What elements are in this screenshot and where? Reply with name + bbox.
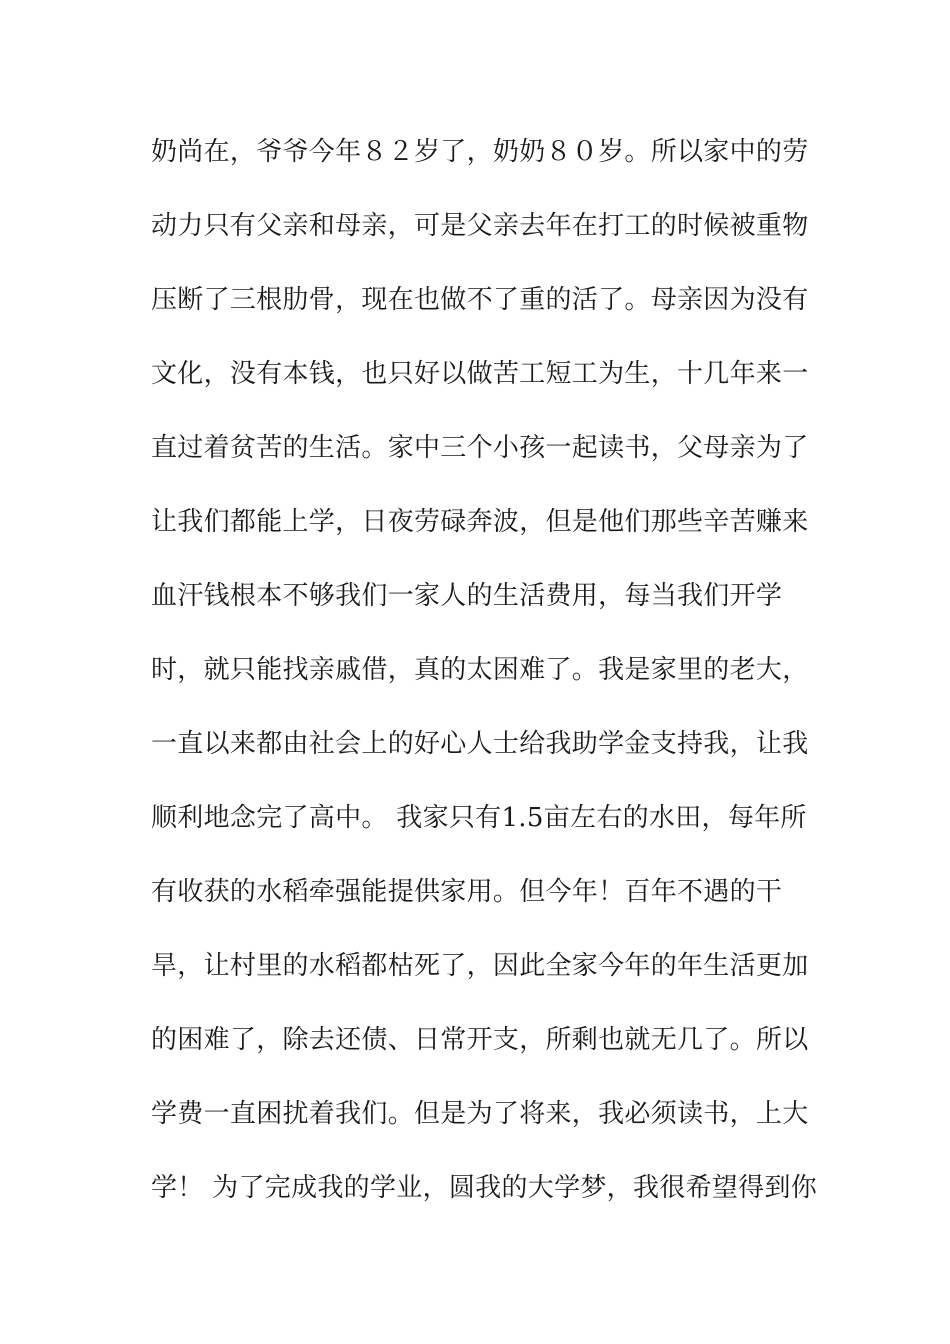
text-line-7: 血汗钱根本不够我们一家人的生活费用，每当我们开学	[151, 581, 783, 611]
text-line-3: 压断了三根肋骨，现在也做不了重的活了。母亲因为没有	[151, 285, 809, 315]
letter-body	[151, 129, 818, 1239]
text-line-6: 让我们都能上学，日夜劳碌奔波，但是他们那些辛苦赚来	[151, 507, 809, 537]
text-line-4: 文化，没有本钱，也只好以做苦工短工为生，十几年来一	[151, 359, 809, 389]
text-line-14: 学费一直困扰着我们。但是为了将来，我必须读书，上大	[151, 1099, 809, 1129]
text-line-13: 的困难了，除去还债、日常开支，所剩也就无几了。所以	[151, 1025, 809, 1055]
text-line-12: 旱，让村里的水稻都枯死了，因此全家今年的年生活更加	[151, 951, 809, 981]
text-line-9: 一直以来都由社会上的好心人士给我助学金支持我，让我	[151, 729, 809, 759]
text-line-11: 有收获的水稻牵强能提供家用。但今年！百年不遇的干	[151, 877, 783, 907]
text-line-15: 学！ 为了完成我的学业，圆我的大学梦，我很希望得到你	[151, 1173, 818, 1203]
text-line-1: 奶尚在，爷爷今年８２岁了，奶奶８０岁。所以家中的劳	[151, 137, 809, 167]
text-line-5: 直过着贫苦的生活。家中三个小孩一起读书，父母亲为了	[151, 433, 809, 463]
text-line-8: 时，就只能找亲戚借，真的太困难了。我是家里的老大，	[151, 655, 809, 685]
text-line-2: 动力只有父亲和母亲，可是父亲去年在打工的时候被重物	[151, 211, 809, 241]
text-line-10: 顺利地念完了高中。 我家只有1.5亩左右的水田，每年所	[151, 803, 807, 833]
